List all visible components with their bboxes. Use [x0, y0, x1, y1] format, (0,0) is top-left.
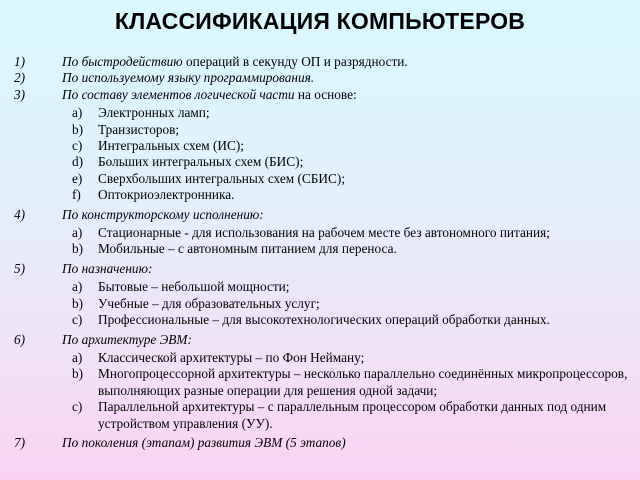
sublist [62, 350, 630, 432]
sublist-text: Транзисторов; [98, 121, 180, 137]
item-lead: По используемому языку программирования. [62, 70, 315, 86]
sublist-item [72, 171, 630, 187]
item-text: операций в секунду ОП и разрядности. [182, 54, 408, 69]
sublist-marker: b) [72, 366, 84, 382]
sublist [62, 279, 630, 328]
sublist-text: Мобильные – с автономным питанием для переноса. [98, 241, 397, 257]
sublist-marker: a) [72, 279, 83, 295]
sublist-text: Стационарные - для использования на рабочем месте без автономного питания; [98, 225, 550, 241]
item-lead: По составу элементов логической части [62, 86, 295, 102]
sublist-item [72, 399, 630, 432]
sublist-text: Оптокриоэлектронника. [98, 187, 235, 203]
sublist [62, 225, 630, 258]
sublist-item [72, 366, 630, 399]
item-lead: По назначению: [62, 260, 153, 276]
item-number: 5) [14, 260, 26, 276]
sublist-item [72, 296, 630, 312]
sublist-item [72, 187, 630, 203]
item-number: 7) [14, 434, 26, 450]
sublist-text: Многопроцессорной архитектуры – несколько параллельно соединённых микропроцессоров, выполняющих разные операции для решения одной задачи; [98, 366, 628, 398]
sublist-text: Классической архитектуры – по Фон Нейману; [98, 349, 365, 365]
sublist-text: Больших интегральных схем (БИС); [98, 154, 304, 170]
sublist-marker: c) [72, 399, 83, 415]
sublist-item [72, 241, 630, 257]
sublist-text: Профессиональные – для высокотехнологических операций обработки данных. [98, 312, 550, 328]
item-lead: По архитектуре ЭВМ: [62, 331, 192, 347]
sublist [62, 105, 630, 203]
sublist-item [72, 350, 630, 366]
item-number: 4) [14, 206, 26, 222]
sublist-text: Учебные – для образовательных услуг; [98, 295, 320, 311]
sublist-item [72, 312, 630, 328]
sublist-text: Сверхбольших интегральных схем (СБИС); [98, 170, 346, 186]
sublist-marker: c) [72, 312, 83, 328]
sublist-marker: b) [72, 121, 84, 137]
sublist-text: Интегральных схем (ИС); [98, 138, 244, 154]
sublist-item [72, 279, 630, 295]
sublist-marker: a) [72, 225, 83, 241]
sublist-marker: c) [72, 138, 83, 154]
item-lead: По поколения (этапам) развития ЭВМ (5 этапов) [62, 434, 346, 450]
item-lead: По быстродействию [62, 54, 183, 69]
list-item [14, 435, 630, 451]
list-item [14, 54, 630, 70]
sublist-text: Бытовые – небольшой мощности; [98, 279, 290, 295]
sublist-item [72, 154, 630, 170]
sublist-text: Параллельной архитектуры – с параллельным процессором обработки данных под одним устройством управления (УУ). [98, 399, 607, 431]
sublist-item [72, 225, 630, 241]
list-item [14, 207, 630, 258]
list-item [14, 87, 630, 204]
sublist-marker: f) [72, 187, 81, 203]
sublist-text: Электронных ламп; [98, 105, 210, 121]
sublist-item [72, 105, 630, 121]
sublist-marker: b) [72, 295, 84, 311]
item-number: 6) [14, 331, 26, 347]
list-item [14, 261, 630, 329]
item-text: на основе: [294, 86, 357, 102]
sublist-marker: a) [72, 105, 83, 121]
sublist-marker: b) [72, 241, 84, 257]
sublist-item [72, 122, 630, 138]
sublist-marker: d) [72, 154, 84, 170]
item-number: 1) [14, 54, 26, 69]
sublist-item [72, 138, 630, 154]
list-item [14, 70, 630, 86]
classification-list [14, 54, 630, 451]
list-item [14, 332, 630, 432]
item-number: 3) [14, 86, 26, 102]
sublist-marker: e) [72, 170, 83, 186]
sublist-marker: a) [72, 349, 83, 365]
item-number: 2) [14, 70, 26, 86]
item-lead: По конструкторскому исполнению: [62, 206, 264, 222]
slide-title: КЛАССИФИКАЦИЯ КОМПЬЮТЕРОВ [114, 8, 526, 34]
